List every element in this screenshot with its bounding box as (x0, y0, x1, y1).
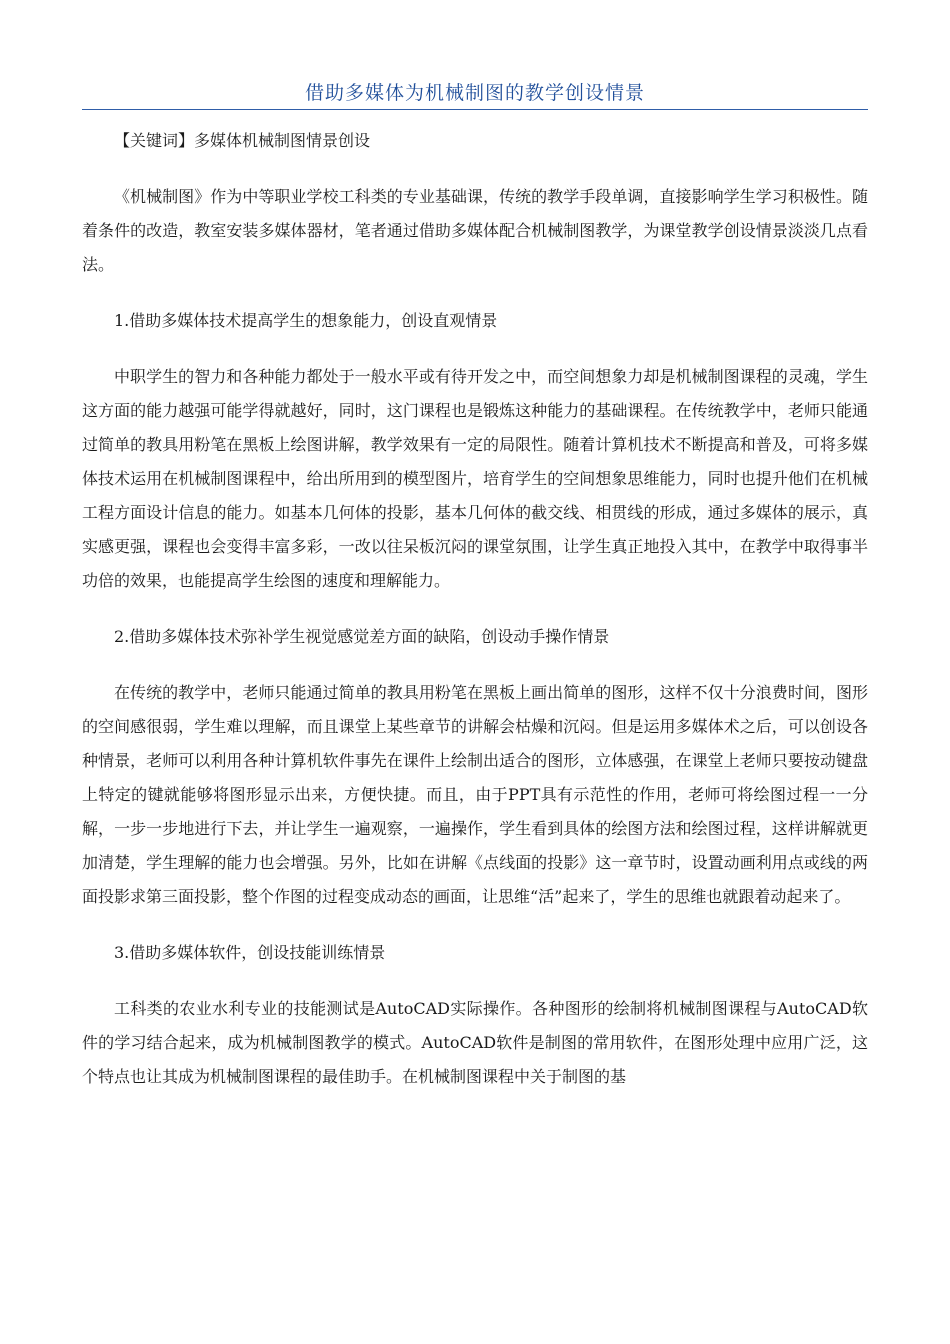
title-underline (82, 109, 868, 110)
intro-paragraph: 《机械制图》作为中等职业学校工科类的专业基础课，传统的教学手段单调，直接影响学生学习积极性。随着条件的改造，教室安装多媒体器材，笔者通过借助多媒体配合机械制图教学，为课堂教学创设情景淡淡几点看法。 (82, 187, 868, 274)
keywords-line: 【关键词】多媒体机械制图情景创设 (114, 131, 371, 150)
section-2-paragraph: 在传统的教学中，老师只能通过简单的教具用粉笔在黑板上画出简单的图形，这样不仅十分浪费时间，图形的空间感很弱，学生难以理解，而且课堂上某些章节的讲解会枯燥和沉闷。但是运用多媒体术之后，可以创设各种情景，老师可以利用各种计算机软件事先在课件上绘制出适合的图形，立体感强，在课堂上老师只要按动键盘上特定的键就能够将图形显示出来，方便快捷。而且，由于PPT具有示范性的作用，老师可将绘图过程一一分解，一步一步地进行下去，并让学生一遍观察，一遍操作，学生看到具体的绘图方法和绘图过程，这样讲解就更加清楚，学生理解的能力也会增强。另外，比如在讲解《点线面的投影》这一章节时，设置动画利用点或线的两面投影求第三面投影，整个作图的过程变成动态的画面，让思维“活”起来了，学生的思维也就跟着动起来了。 (82, 683, 868, 906)
section-1-paragraph: 中职学生的智力和各种能力都处于一般水平或有待开发之中，而空间想象力却是机械制图课程的灵魂，学生这方面的能力越强可能学得就越好，同时，这门课程也是锻炼这种能力的基础课程。在传统教学中，老师只能通过简单的教具用粉笔在黑板上绘图讲解，教学效果有一定的局限性。随着计算机技术不断提高和普及，可将多媒体技术运用在机械制图课程中，给出所用到的模型图片，培育学生的空间想象思维能力，同时也提升他们在机械工程方面设计信息的能力。如基本几何体的投影，基本几何体的截交线、相贯线的形成，通过多媒体的展示，真实感更强，课程也会变得丰富多彩，一改以往呆板沉闷的课堂氛围，让学生真正地投入其中，在教学中取得事半功倍的效果，也能提高学生绘图的速度和理解能力。 (82, 367, 868, 590)
document-title: 借助多媒体为机械制图的教学创设情景 (304, 82, 645, 104)
section-2-heading: 2.借助多媒体技术弥补学生视觉感觉差方面的缺陷，创设动手操作情景 (114, 627, 610, 646)
section-3-heading: 3.借助多媒体软件，创设技能训练情景 (114, 943, 386, 962)
section-3-paragraph: 工科类的农业水利专业的技能测试是AutoCAD实际操作。各种图形的绘制将机械制图课程与AutoCAD软件的学习结合起来，成为机械制图教学的模式。AutoCAD软件是制图的常用软件，在图形处理中应用广泛，这个特点也让其成为机械制图课程的最佳助手。在机械制图课程中关于制图的基 (82, 999, 868, 1086)
document-body (82, 124, 868, 1116)
section-1-heading: 1.借助多媒体技术提高学生的想象能力，创设直观情景 (114, 311, 498, 330)
